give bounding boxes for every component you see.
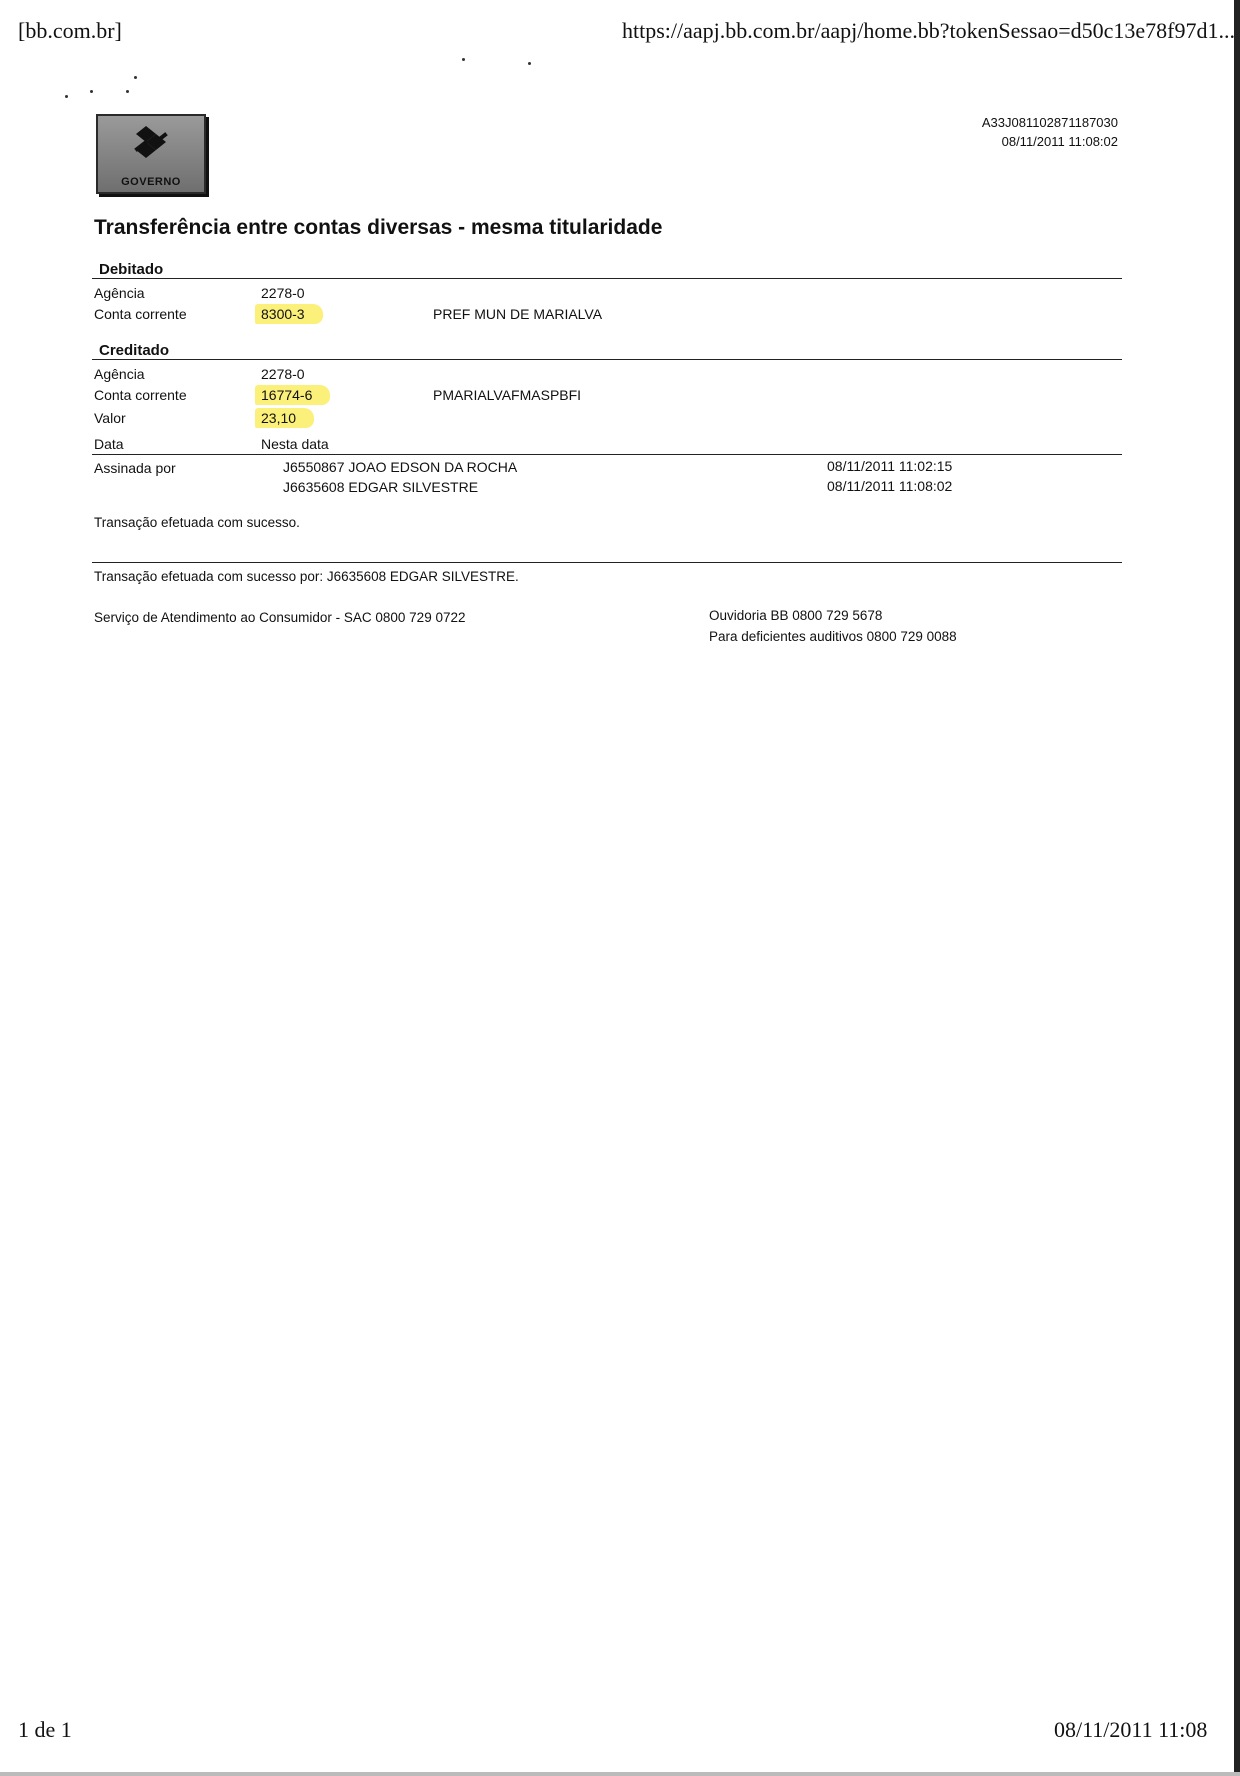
- status-by-message: Transação efetuada com sucesso por: J6635608 EDGAR SILVESTRE.: [94, 569, 519, 584]
- browser-site-label: [bb.com.br]: [18, 18, 122, 43]
- browser-url: https://aapj.bb.com.br/aapj/home.bb?tokenSessao=d50c13e78f97d1...: [622, 18, 1236, 43]
- ouvidoria-contact: Ouvidoria BB 0800 729 5678: [709, 608, 883, 623]
- data-label: Data: [94, 436, 124, 452]
- scan-speck: [134, 76, 137, 79]
- deficientes-contact: Para deficientes auditivos 0800 729 0088: [709, 629, 957, 644]
- sac-contact: Serviço de Atendimento ao Consumidor - SAC 0800 729 0722: [94, 610, 466, 625]
- divider: [92, 454, 1122, 455]
- reference-code: A33J081102871187030: [981, 115, 1118, 130]
- logo-text: GOVERNO: [121, 176, 181, 188]
- divider: [92, 359, 1122, 360]
- creditado-titular: PMARIALVAFMASPBFI: [433, 387, 582, 403]
- page-count: 1 de 1: [18, 1717, 72, 1742]
- section-creditado: Creditado: [99, 342, 170, 359]
- creditado-conta-label: Conta corrente: [94, 387, 187, 403]
- reference-block: [982, 113, 1118, 151]
- bb-governo-logo: [96, 114, 206, 194]
- signer-datetime: 08/11/2011 11:02:15: [827, 458, 953, 474]
- print-datetime: 08/11/2011 11:08: [1054, 1717, 1208, 1742]
- scan-speck: [528, 62, 531, 65]
- scan-edge: [1234, 0, 1240, 1776]
- section-debitado: Debitado: [99, 261, 164, 278]
- data-value: Nesta data: [261, 436, 329, 452]
- scan-speck: [65, 95, 68, 98]
- debitado-conta-value: [261, 306, 323, 322]
- reference-datetime: 08/11/2011 11:08:02: [1001, 134, 1118, 149]
- highlight-mark: 23,10: [255, 408, 314, 428]
- debitado-agencia-label: Agência: [94, 285, 145, 301]
- scan-speck: [462, 58, 465, 61]
- bb-logo-icon: [132, 122, 170, 164]
- highlight-mark: 8300-3: [255, 304, 323, 324]
- signer-datetime: 08/11/2011 11:08:02: [827, 478, 953, 494]
- scan-edge-bottom: [0, 1772, 1240, 1776]
- creditado-agencia-value: 2278-0: [261, 366, 305, 382]
- divider: [92, 278, 1122, 279]
- creditado-conta-value: [261, 387, 330, 403]
- scan-speck: [90, 90, 93, 93]
- valor-value: [261, 410, 314, 426]
- valor-label: Valor: [94, 410, 126, 426]
- highlight-mark: 16774-6: [255, 385, 330, 405]
- creditado-agencia-label: Agência: [94, 366, 145, 382]
- signer-name: J6635608 EDGAR SILVESTRE: [283, 479, 479, 495]
- scan-speck: [126, 90, 129, 93]
- debitado-agencia-value: 2278-0: [261, 285, 305, 301]
- assinada-por-label: Assinada por: [94, 460, 176, 476]
- debitado-conta-label: Conta corrente: [94, 306, 187, 322]
- divider: [92, 562, 1122, 563]
- page-title: Transferência entre contas diversas - mesma titularidade: [94, 216, 663, 239]
- debitado-titular: PREF MUN DE MARIALVA: [433, 306, 603, 322]
- signer-name: J6550867 JOAO EDSON DA ROCHA: [283, 459, 518, 475]
- status-message: Transação efetuada com sucesso.: [94, 515, 300, 530]
